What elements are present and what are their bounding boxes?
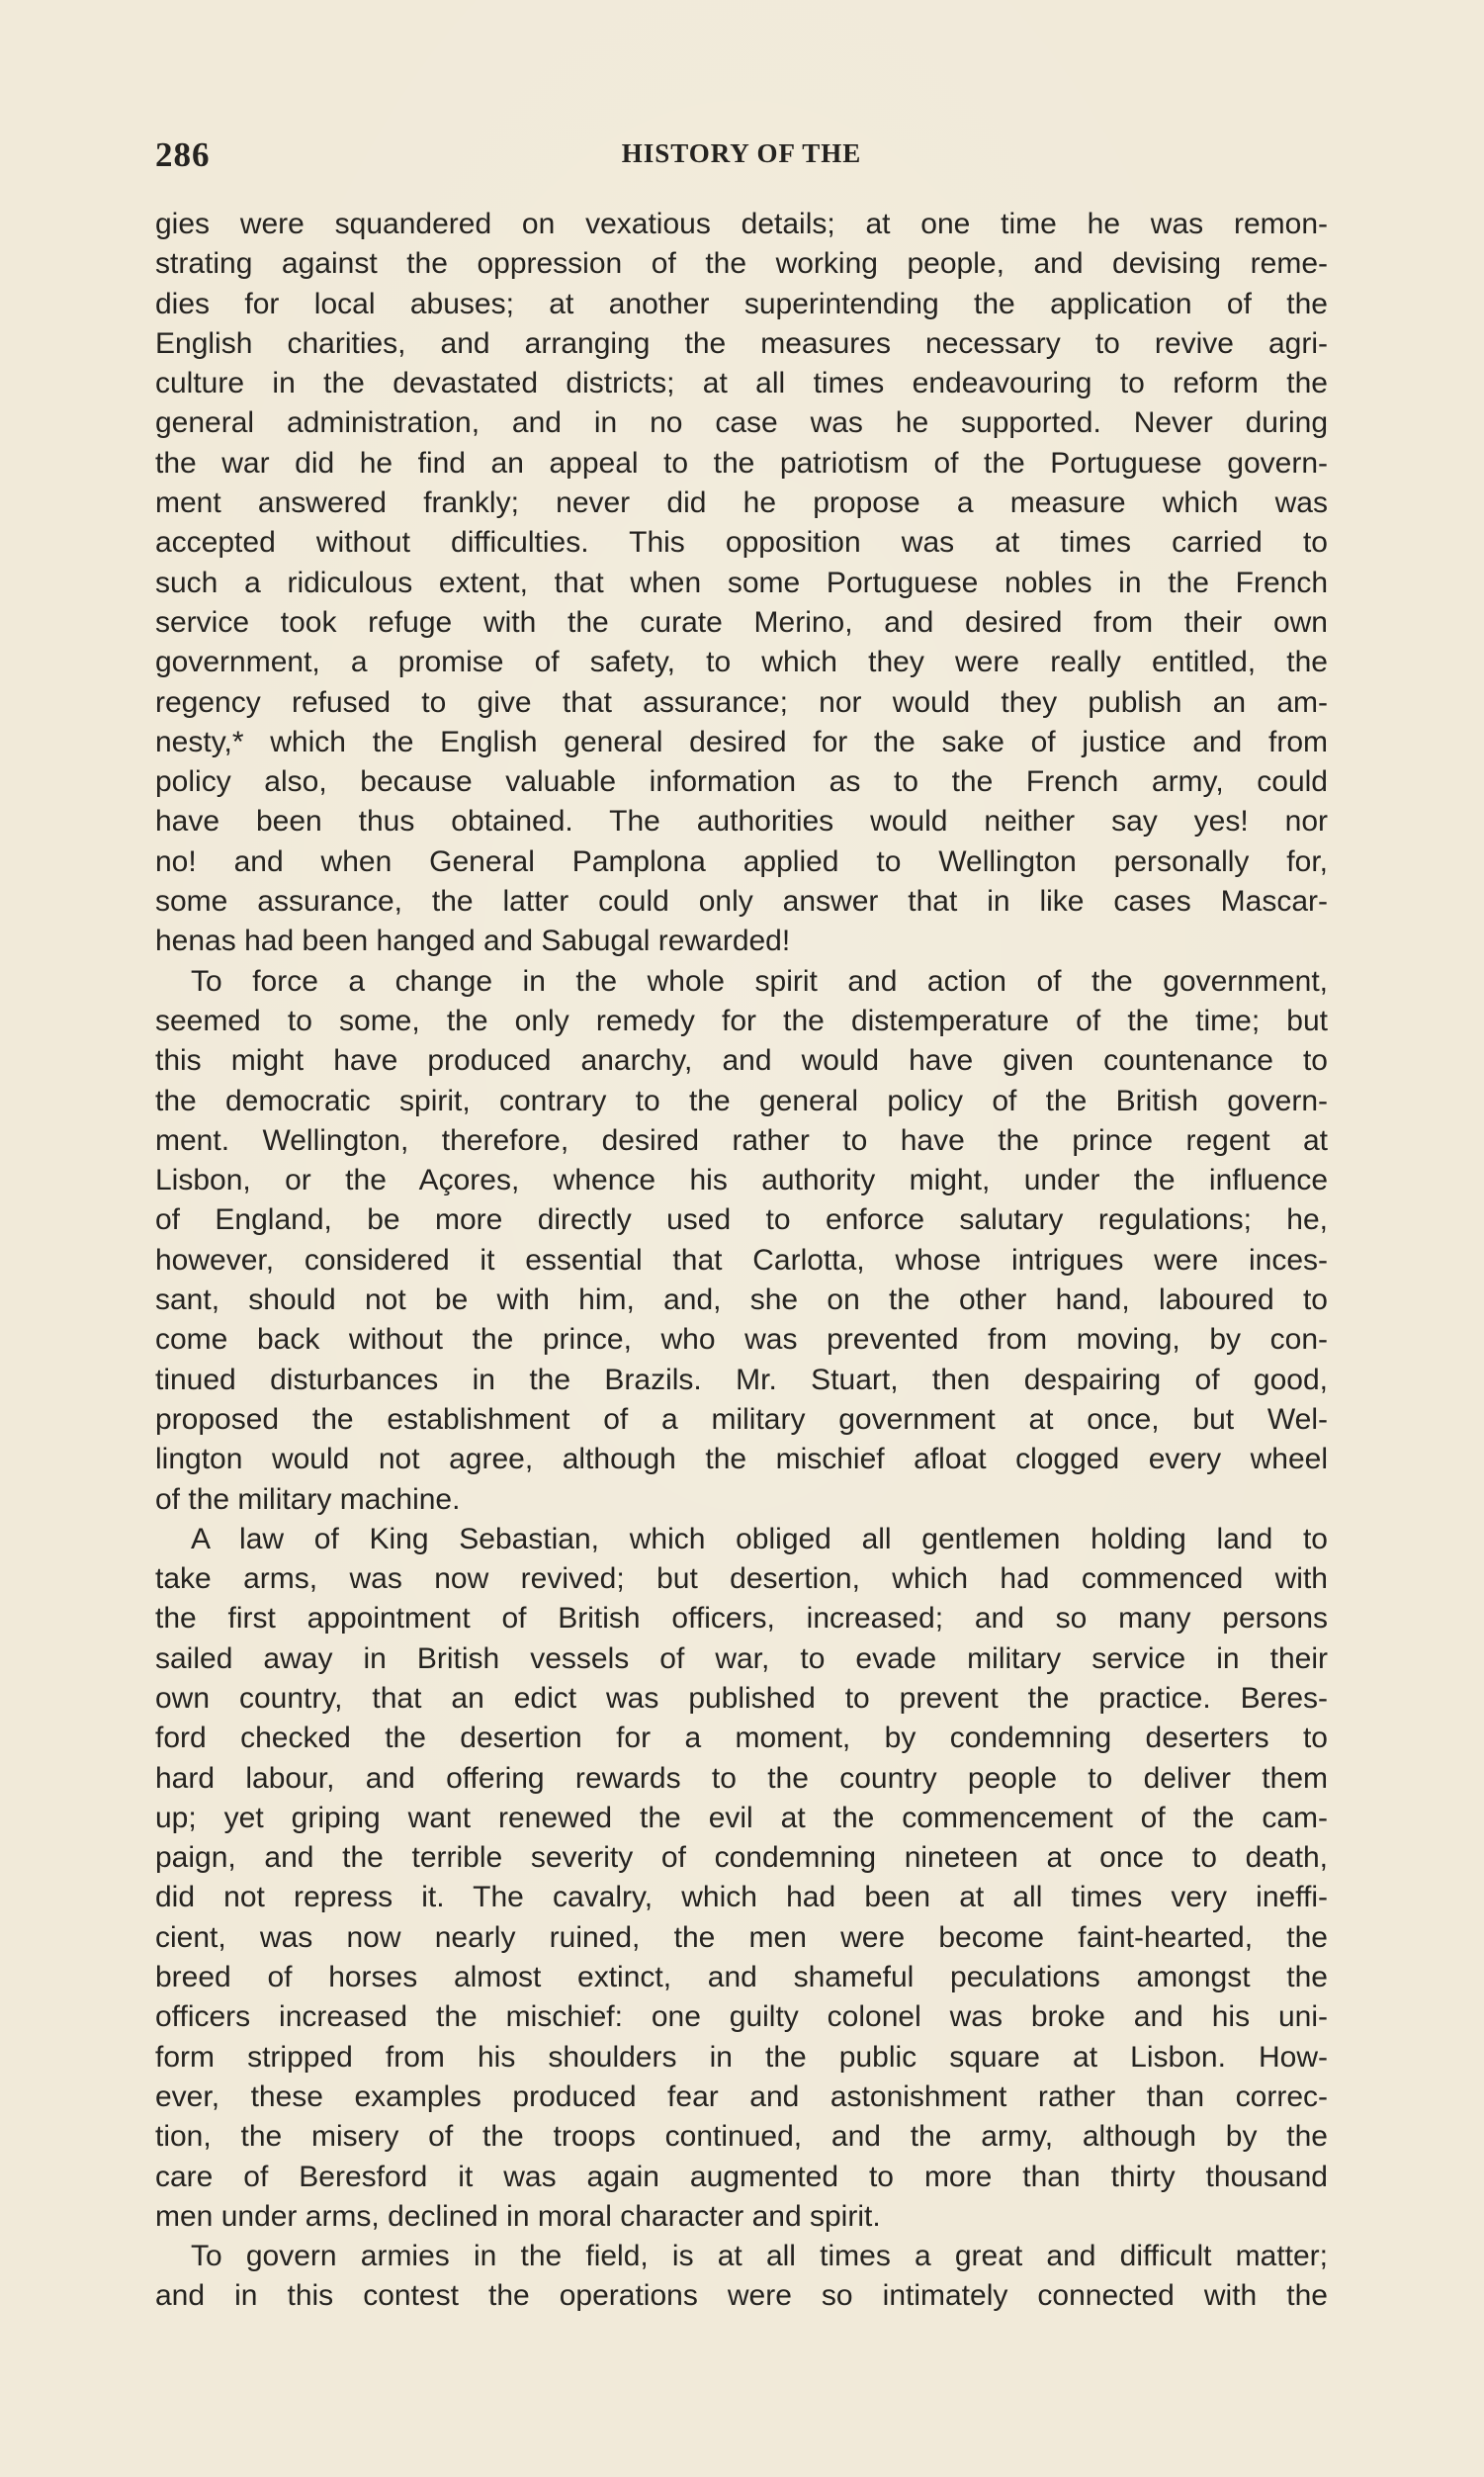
text-line: some assurance, the latter could only answer that in like cases Mascar-	[155, 885, 1328, 919]
text-line: ford checked the desertion for a moment, by condemning deserters to	[155, 1722, 1328, 1755]
text-line: general administration, and in no case was he supported. Never during	[155, 406, 1328, 440]
text-line: up; yet griping want renewed the evil at the commencement of the cam-	[155, 1801, 1328, 1834]
text-line: seemed to some, the only remedy for the distemperature of the time; but	[155, 1004, 1328, 1037]
text-line: however, considered it essential that Carlotta, whose intrigues were inces-	[155, 1243, 1328, 1277]
text-line: and in this contest the operations were so intimately connected with the	[155, 2279, 1328, 2313]
text-line: sant, should not be with him, and, she on the other hand, laboured to	[155, 1283, 1328, 1317]
text-line: dies for local abuses; at another superintending the application of the	[155, 287, 1328, 320]
text-line: tinued disturbances in the Brazils. Mr. Stuart, then despairing of good,	[155, 1363, 1328, 1396]
text-line: To govern armies in the field, is at all times a great and difficult matter;	[191, 2240, 1328, 2273]
text-line: ment answered frankly; never did he propose a measure which was	[155, 487, 1328, 520]
text-line: accepted without difficulties. This opposition was at times carried to	[155, 526, 1328, 560]
text-line: Lisbon, or the Açores, whence his authority might, under the influence	[155, 1164, 1328, 1197]
text-line: of England, be more directly used to enforce salutary regulations; he,	[155, 1203, 1328, 1237]
text-line: strating against the oppression of the working people, and devising reme-	[155, 247, 1328, 281]
paragraph	[155, 205, 1328, 962]
text-line: own country, that an edict was published to prevent the practice. Beres-	[155, 1681, 1328, 1715]
text-line: the democratic spirit, contrary to the general policy of the British govern-	[155, 1084, 1328, 1117]
paragraph	[155, 2237, 1328, 2317]
text-line: come back without the prince, who was prevented from moving, by con-	[155, 1323, 1328, 1357]
text-line: service took refuge with the curate Merino, and desired from their own	[155, 605, 1328, 639]
text-line: policy also, because valuable information as to the French army, could	[155, 765, 1328, 799]
text-line: lington would not agree, although the mischief afloat clogged every wheel	[155, 1443, 1328, 1476]
paragraph	[155, 1520, 1328, 2237]
text-line: form stripped from his shoulders in the public square at Lisbon. How-	[155, 2040, 1328, 2074]
text-line: no! and when General Pamplona applied to Wellington personally for,	[155, 844, 1328, 878]
text-line: men under arms, declined in moral character and spirit.	[155, 2199, 881, 2233]
text-line: ment. Wellington, therefore, desired rather to have the prince regent at	[155, 1123, 1328, 1157]
text-line: gies were squandered on vexatious details; at one time he was remon-	[155, 208, 1328, 240]
text-line: ever, these examples produced fear and astonishment rather than correc-	[155, 2079, 1328, 2113]
text-line: the war did he find an appeal to the patriotism of the Portuguese govern-	[155, 446, 1328, 480]
text-line: breed of horses almost extinct, and shameful peculations amongst the	[155, 1961, 1328, 1994]
text-line: A law of King Sebastian, which obliged all gentlemen holding land to	[191, 1522, 1328, 1555]
body-text	[155, 205, 1328, 2317]
text-line: of the military machine.	[155, 1482, 461, 1516]
text-line: this might have produced anarchy, and would have given countenance to	[155, 1044, 1328, 1078]
text-line: proposed the establishment of a military government at once, but Wel-	[155, 1402, 1328, 1436]
text-line: nesty,* which the English general desired for the sake of justice and from	[155, 725, 1328, 758]
text-line: the first appointment of British officers, increased; and so many persons	[155, 1602, 1328, 1636]
text-line: To force a change in the whole spirit and action of the government,	[191, 964, 1328, 998]
text-line: cient, was now nearly ruined, the men were become faint-hearted, the	[155, 1920, 1328, 1954]
text-line: sailed away in British vessels of war, to evade military service in their	[155, 1641, 1328, 1675]
text-line: English charities, and arranging the measures necessary to revive agri-	[155, 326, 1328, 360]
text-line: government, a promise of safety, to which they were really entitled, the	[155, 646, 1328, 679]
page-header	[155, 135, 1328, 175]
paragraph	[155, 962, 1328, 1520]
running-head: HISTORY OF THE	[621, 138, 862, 168]
text-line: culture in the devastated districts; at all times endeavouring to reform the	[155, 367, 1328, 400]
text-line: officers increased the mischief: one guilty colonel was broke and his uni-	[155, 2000, 1328, 2034]
text-line: tion, the misery of the troops continued, and the army, although by the	[155, 2120, 1328, 2154]
text-line: regency refused to give that assurance; nor would they publish an am-	[155, 685, 1328, 719]
text-line: did not repress it. The cavalry, which had been at all times very ineffi-	[155, 1881, 1328, 1914]
page-number: 286	[155, 135, 211, 174]
text-line: paign, and the terrible severity of condemning nineteen at once to death,	[155, 1841, 1328, 1875]
text-line: hard labour, and offering rewards to the country people to deliver them	[155, 1761, 1328, 1795]
text-line: care of Beresford it was again augmented to more than thirty thousand	[155, 2160, 1328, 2193]
text-line: henas had been hanged and Sabugal rewarded!	[155, 925, 791, 958]
text-line: such a ridiculous extent, that when some Portuguese nobles in the French	[155, 566, 1328, 599]
text-line: have been thus obtained. The authorities would neither say yes! nor	[155, 805, 1328, 839]
text-line: take arms, was now revived; but desertion, which had commenced with	[155, 1562, 1328, 1596]
